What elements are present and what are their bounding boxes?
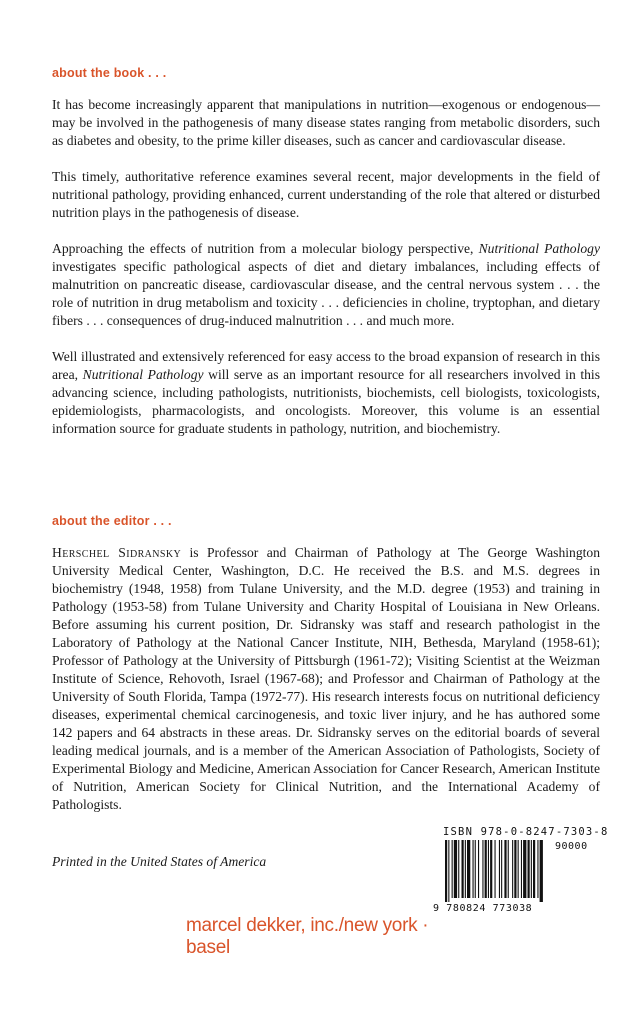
- barcode-bar: [514, 840, 516, 898]
- barcode-bar: [528, 840, 530, 898]
- book-paragraph-4: [52, 348, 600, 438]
- barcode-bar: [495, 840, 496, 898]
- barcode-bar: [465, 840, 466, 898]
- barcode-bar: [452, 840, 453, 898]
- barcode-bar: [467, 840, 470, 898]
- barcode-bar: [482, 840, 483, 898]
- barcode-bar: [533, 840, 535, 898]
- barcode-bar: [458, 840, 459, 898]
- about-book-body: [52, 96, 600, 438]
- barcode-bar: [454, 840, 457, 898]
- barcode-bar: [521, 840, 522, 898]
- isbn-label: ISBN 978-0-8247-7303-8: [443, 826, 609, 838]
- editor-bio: is Professor and Chairman of Pathology at The George Washington University Medical Center, Washington, D.C. He received the B.S. and M.S. degrees in biochemistry (1948, 1958) from Tulane University, and the M.D. degree (1953) and training in Pathology (1953-58) from Tulane University and Charity Hospital of Louisiana in New Orleans. Before assuming his current position, Dr. Sidransky was staff and research pathologist in the Laboratory of Pathology at the National Cancer Institute, NIH, Bethesda, Maryland (1958-61); Professor of Pathology at the University of Pittsburgh (1961-72); Visiting Scientist at the Weizman Institute of Science, Rehovoth, Israel (1967-68); and Professor and Chairman of Pathology at the University of South Florida, Tampa (1972-77). His research interests focus on nutritional deficiency diseases, experimental chemical carcinogenesis, and toxic liver injury, and he has authored some 142 papers and 64 abstracts in these areas. Dr. Sidransky serves on the editorial boards of several leading medical journals, and is a member of the American Association of Pathologists, Society of Experimental Biology and Medicine, American Association for Cancer Research, American Institute of Nutrition, American Society for Clinical Nutrition, and the International Academy of Pathologists.: [52, 545, 600, 812]
- publisher-imprint: marcel dekker, inc./new york · basel: [186, 915, 429, 958]
- barcode-bar: [473, 840, 474, 898]
- book-paragraph-3: [52, 240, 600, 330]
- about-book-heading: about the book . . .: [52, 66, 167, 80]
- barcode-bar: [485, 840, 487, 898]
- editor-paragraph: [52, 544, 600, 814]
- printed-in-note: Printed in the United States of America: [52, 854, 267, 869]
- barcode-bar: [512, 840, 513, 898]
- book-title-italic: Nutritional Pathology: [478, 241, 601, 256]
- barcode-bar: [488, 840, 489, 898]
- ean-digits: 9 780824 773038: [433, 903, 533, 914]
- price-code: 90000: [555, 841, 588, 852]
- book-p3-lead: Approaching the effects of nutrition from a molecular biology perspective,: [52, 241, 479, 256]
- barcode-bar: [445, 840, 447, 902]
- about-editor-heading: about the editor . . .: [52, 514, 172, 528]
- book-title-italic: Nutritional Pathology: [82, 367, 204, 382]
- barcode-bar: [531, 840, 532, 898]
- barcode-bar: [504, 840, 506, 898]
- barcode-bar: [478, 840, 479, 898]
- barcode-bar: [508, 840, 509, 898]
- book-paragraph-2: This timely, authoritative reference examines several recent, major developments in the field of nutritional pathology, providing enhanced, current understanding of the role that altered or disturbed nutrition plays in the pathogenesis of disease.: [52, 169, 600, 220]
- about-editor-body: [52, 544, 600, 814]
- barcode-bar: [501, 840, 502, 898]
- barcode-bar: [523, 840, 526, 898]
- barcode-bar: [499, 840, 500, 898]
- barcode-bar: [448, 840, 449, 902]
- book-p3-rest: investigates specific pathological aspects of diet and dietary imbalances, including effects of malnutrition on pancreatic disease, cardiovascular disease, and the central nervous system . . . the role of nutrition in drug metabolism and toxicity . . . deficiencies in choline, tryptophan, and dietary fibers . . . consequences of drug-induced malnutrition . . . and much more.: [52, 259, 600, 328]
- barcode-bar: [475, 840, 476, 898]
- editor-name: Herschel Sidransky: [52, 545, 182, 560]
- book-p4-rest: will serve as an important resource for all researchers involved in this advancing science, including pathologists, nutritionists, biochemists, cell biologists, toxicologists, epidemiologists, pharmacologists, and oncologists. Moreover, this volume is an essential information source for graduate students in pathology, nutrition, and biochemistry.: [52, 367, 600, 436]
- book-paragraph-1: It has become increasingly apparent that manipulations in nutrition—exogenous or endogenous—may be involved in the pathogenesis of many disease states ranging from metabolic disorders, such as diabetes and obesity, to the prime killer diseases, such as cancer and cardiovascular disease.: [52, 97, 600, 148]
- barcode-bar: [462, 840, 464, 898]
- barcode-bar: [518, 840, 519, 898]
- barcode-bar: [540, 840, 543, 902]
- barcode-bar: [537, 840, 538, 898]
- book-p4-lead: Well illustrated and extensively referenced for easy access to the broad expansion of research in this area,: [52, 349, 600, 382]
- barcode-bar: [490, 840, 492, 898]
